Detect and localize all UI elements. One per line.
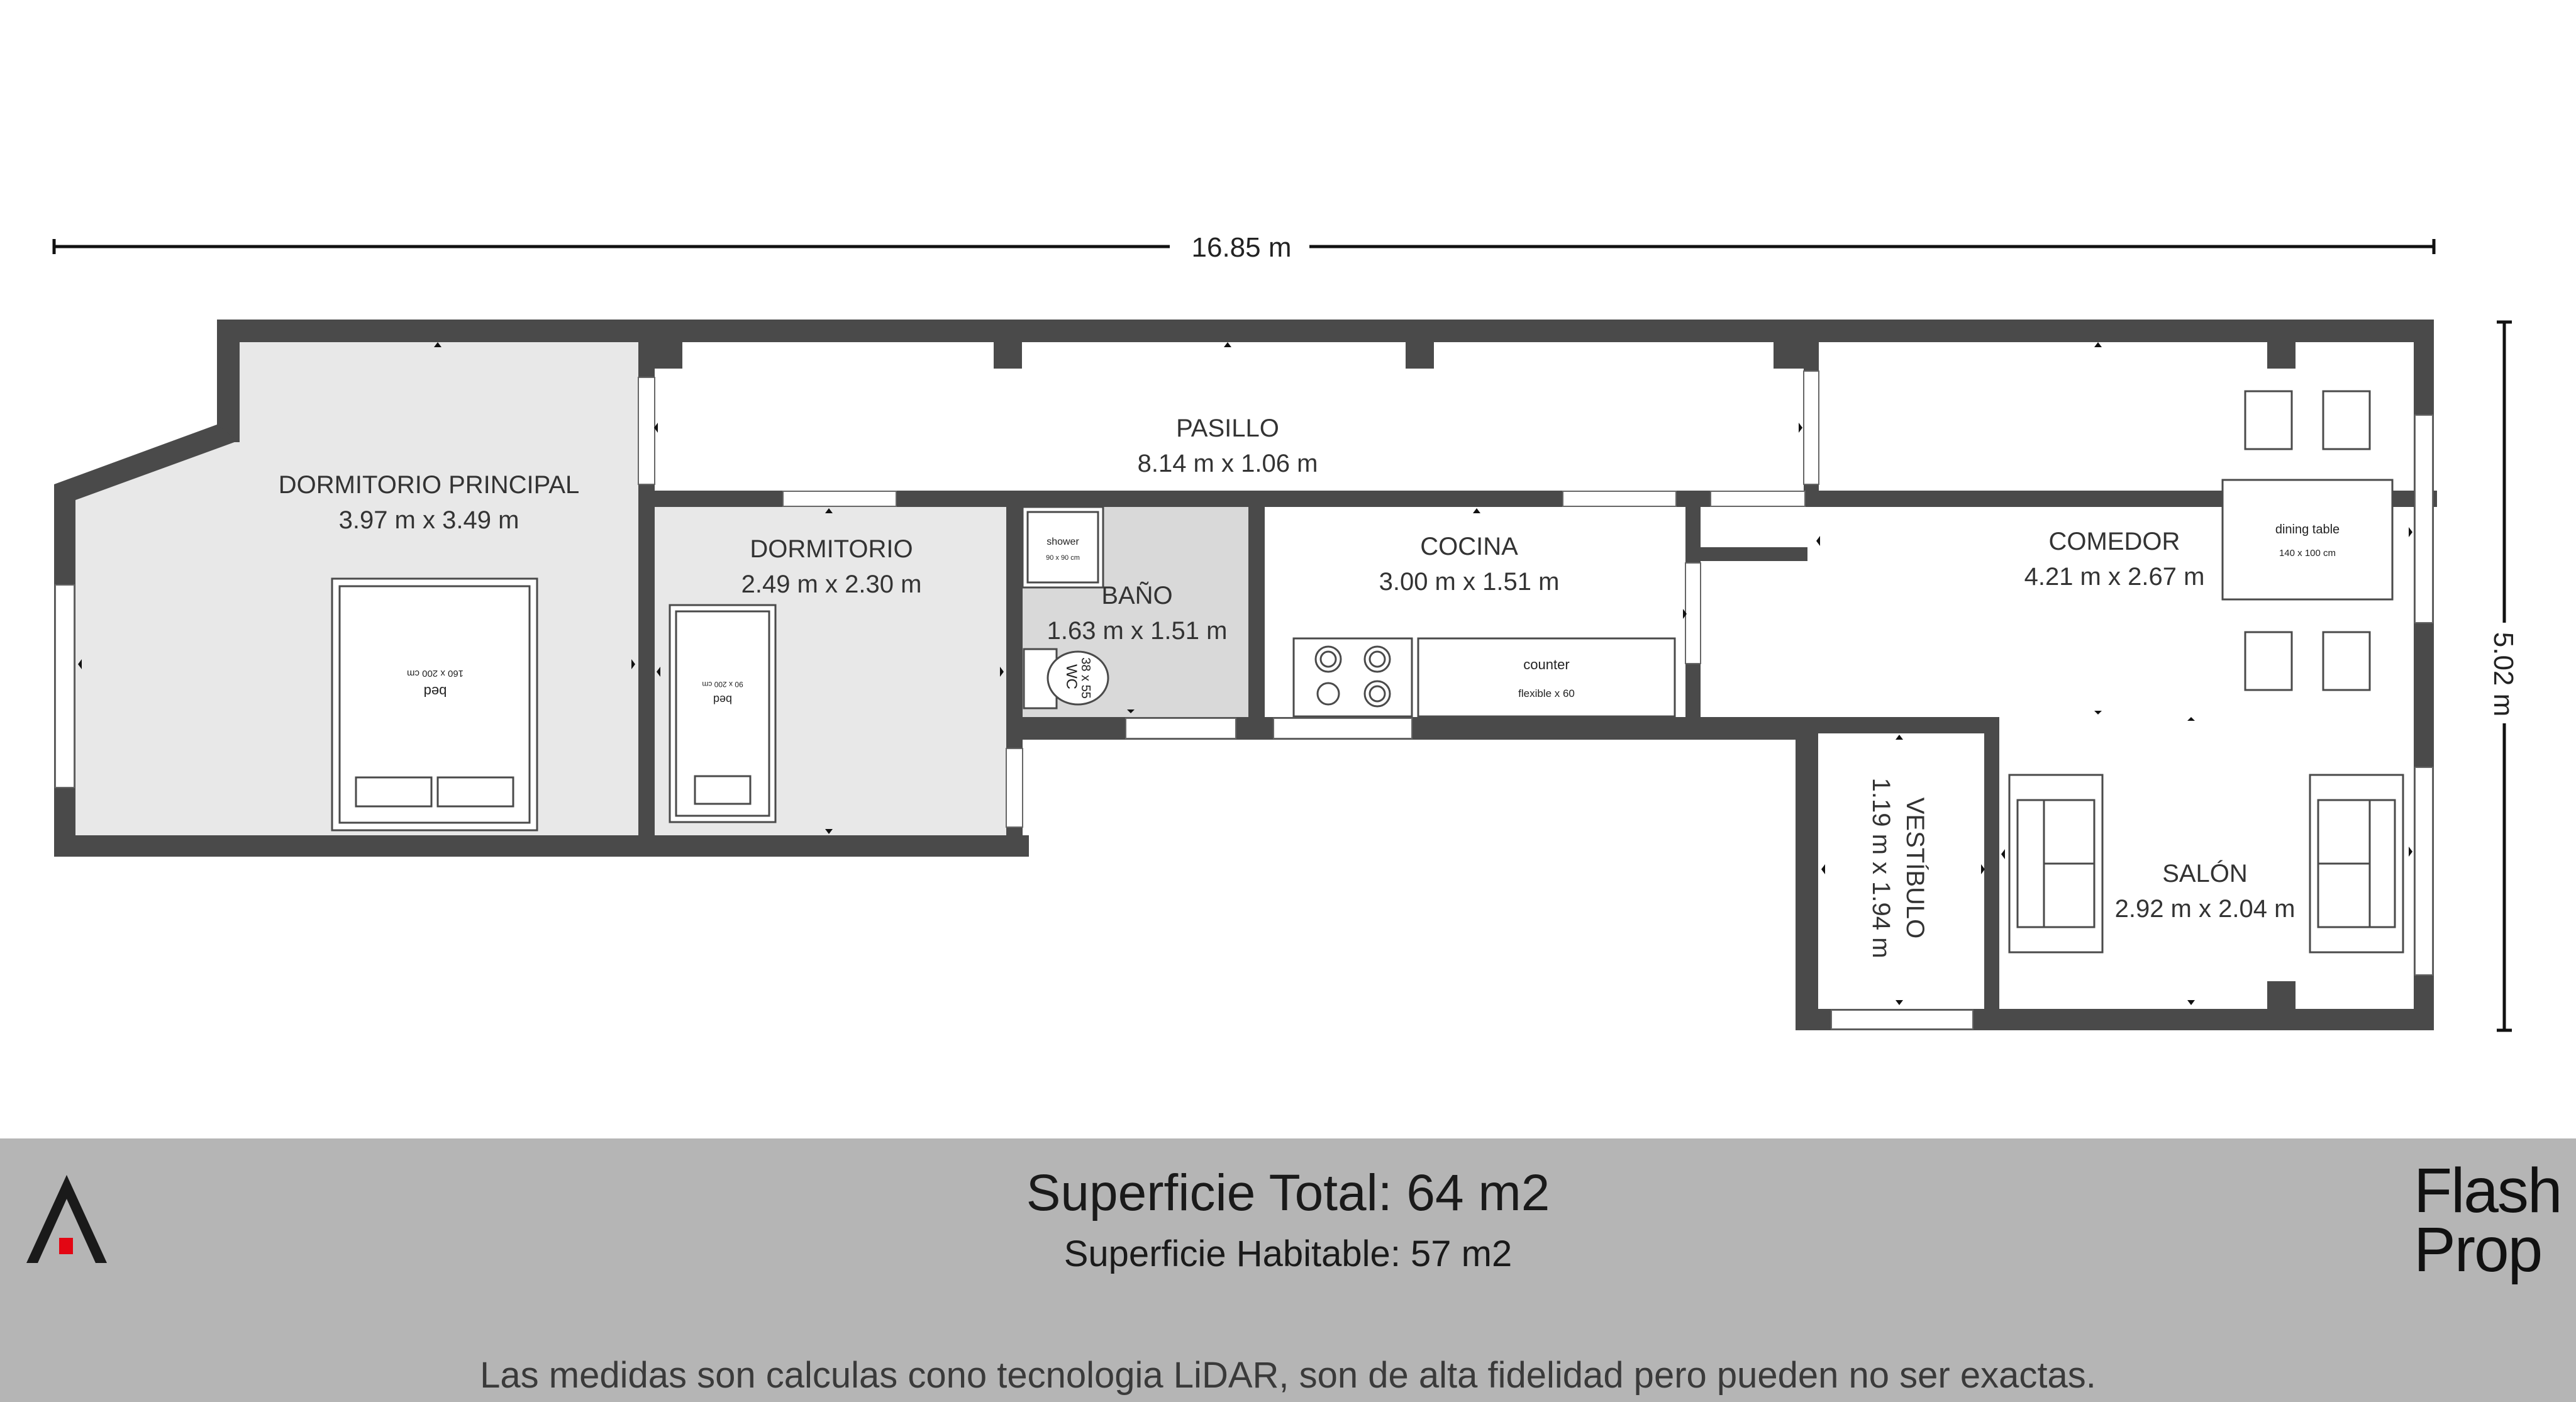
shower [1023,507,1103,587]
main-bed-size: 160 x 200 cm [406,668,464,679]
room-name-kitchen: COCINA [1420,533,1518,560]
room-dims-kitchen: 3.00 m x 1.51 m [1379,568,1560,596]
dining-table [2223,480,2392,599]
room-name-bedroom: DORMITORIO [750,535,913,563]
dining-table-label: dining table [2275,523,2340,537]
room-dims-hallway: 8.14 m x 1.06 m [1137,450,1318,477]
lidar-disclaimer: Las medidas son calculas cono tecnologia LiDAR, son de alta fidelidad pero pueden no ser exactas. [480,1355,2096,1396]
room-dims-master-bedroom: 3.97 m x 3.49 m [338,506,519,534]
room-dims-living: 2.92 m x 2.04 m [2114,895,2296,923]
brand-line-1: Flash [2414,1155,2562,1226]
room-dims-entrance: 1.19 m x 1.94 m [1867,777,1895,959]
room-dims-dining: 4.21 m x 2.67 m [2024,563,2205,591]
chair [2245,391,2292,449]
wc-label: WC [1063,664,1080,689]
counter-size: flexible x 60 [1518,687,1575,699]
brand-line-2: Prop [2414,1215,2542,1285]
main-bed-label: bed [423,684,447,699]
flashprop-logo [2414,1155,2562,1285]
single-bed-label: bed [713,693,733,706]
counter [1418,638,1675,716]
hob [1294,638,1412,716]
dining-table-size: 140 x 100 cm [2279,548,2336,559]
counter-label: counter [1523,657,1570,672]
chair [2245,632,2292,690]
chair [2323,632,2370,690]
room-name-master-bedroom: DORMITORIO PRINCIPAL [278,471,580,499]
single-bed-size: 90 x 200 cm [702,680,743,689]
habitable-area: Superficie Habitable: 57 m2 [1063,1233,1513,1274]
room-name-living: SALÓN [2162,860,2248,887]
room-dims-bedroom: 2.49 m x 2.30 m [741,570,922,598]
depth-dimension-label: 5.02 m [2488,631,2519,717]
room-dims-bathroom: 1.63 m x 1.51 m [1046,617,1228,645]
width-dimension-label: 16.85 m [1191,232,1292,263]
total-area: Superficie Total: 64 m2 [1026,1164,1550,1221]
footer-bar [0,1138,2576,1402]
room-name-bathroom: BAÑO [1101,582,1173,609]
shower-size: 90 x 90 cm [1046,554,1080,562]
room-name-entrance: VESTÍBULO [1901,797,1929,939]
room-name-dining: COMEDOR [2048,528,2180,555]
shower-label: shower [1046,537,1079,547]
wc-size: 38 x 55 [1079,657,1092,699]
room-name-hallway: PASILLO [1176,414,1279,442]
chair [2323,391,2370,449]
